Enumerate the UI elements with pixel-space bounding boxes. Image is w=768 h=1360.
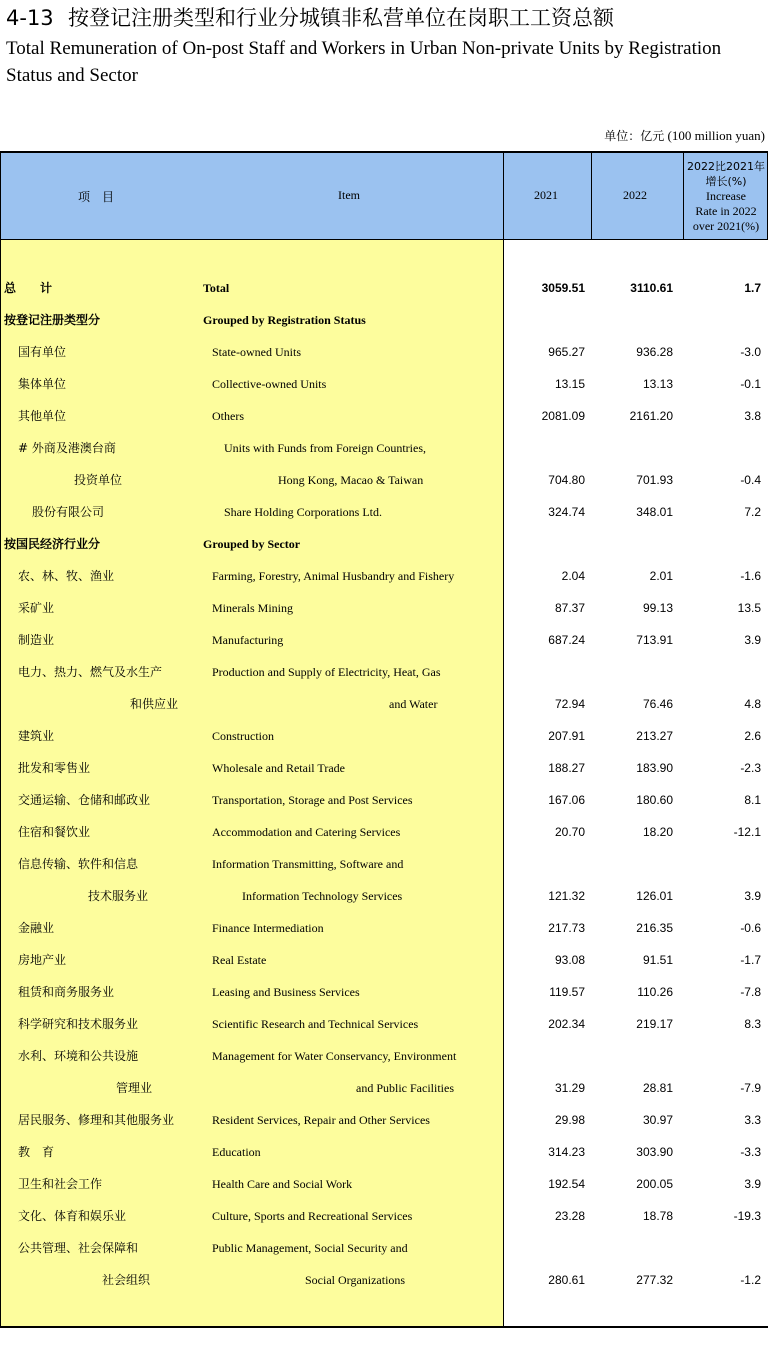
row-label-en: Accommodation and Catering Services xyxy=(212,825,401,839)
row-label-en: Construction xyxy=(212,729,274,743)
value-rate: 2.6 xyxy=(744,729,761,743)
row-label-en: Others xyxy=(212,409,244,423)
row-label-en: State-owned Units xyxy=(212,345,301,359)
value-2021: 29.98 xyxy=(554,1113,585,1127)
row-label-en: Grouped by Registration Status xyxy=(203,313,366,327)
value-2022: 91.51 xyxy=(642,953,673,967)
row-label-en: Management for Water Conservancy, Environment xyxy=(212,1049,457,1063)
value-2022: 180.60 xyxy=(636,793,673,807)
value-rate: 8.1 xyxy=(744,793,761,807)
value-2021: 23.28 xyxy=(554,1209,585,1223)
value-rate: 3.9 xyxy=(744,633,761,647)
page-title-cn xyxy=(6,3,614,33)
table-row xyxy=(0,368,768,400)
row-label-cn: 水利、环境和公共设施 xyxy=(18,1049,139,1063)
row-label-cn: 住宿和餐饮业 xyxy=(18,825,91,839)
table-row xyxy=(0,432,768,464)
row-label-cn: 房地产业 xyxy=(18,953,67,967)
value-rate: -1.7 xyxy=(740,953,761,967)
row-label-en: Information Technology Services xyxy=(242,889,403,903)
table-row xyxy=(0,592,768,624)
value-2021: 207.91 xyxy=(548,729,585,743)
row-label-en: Scientific Research and Technical Services xyxy=(212,1017,419,1031)
value-2021: 965.27 xyxy=(548,345,585,359)
value-rate: 7.2 xyxy=(744,505,761,519)
row-label-cn: 批发和零售业 xyxy=(18,761,91,775)
header-2022: 2022 xyxy=(623,188,647,202)
value-2021: 704.80 xyxy=(548,473,585,487)
row-label-en: Hong Kong, Macao & Taiwan xyxy=(278,473,424,487)
row-label-cn: 总 计 xyxy=(4,281,53,295)
table-row xyxy=(0,496,768,528)
header-item-cn: 项 目 xyxy=(78,190,115,204)
value-2021: 13.15 xyxy=(554,377,585,391)
table-row xyxy=(0,1168,768,1200)
title-cn-text: 按登记注册类型和行业分城镇非私营单位在岗职工工资总额 xyxy=(68,6,614,30)
value-2022: 200.05 xyxy=(636,1177,673,1191)
table-row xyxy=(0,816,768,848)
table-row xyxy=(0,1040,768,1072)
row-label-en: Finance Intermediation xyxy=(212,921,324,935)
table-row-group xyxy=(0,304,768,336)
value-rate: 13.5 xyxy=(737,601,761,615)
header-rate-en3: over 2021(%) xyxy=(692,218,760,233)
row-label-cn: 按登记注册类型分 xyxy=(4,313,101,327)
value-rate: -19.3 xyxy=(733,1209,761,1223)
value-rate: -3.3 xyxy=(740,1145,761,1159)
value-2022: 126.01 xyxy=(636,889,673,903)
row-label-en: Total xyxy=(203,281,230,295)
value-2021: 192.54 xyxy=(548,1177,585,1191)
value-rate: -0.4 xyxy=(740,473,761,487)
value-2021: 87.37 xyxy=(554,601,585,615)
value-rate: -1.6 xyxy=(740,569,761,583)
row-label-cn: 建筑业 xyxy=(18,729,55,743)
row-label-en: Grouped by Sector xyxy=(203,537,301,551)
row-label-en: Share Holding Corporations Ltd. xyxy=(224,505,382,519)
row-label-en: Leasing and Business Services xyxy=(212,985,360,999)
table-row xyxy=(0,976,768,1008)
table-number: 4-13 xyxy=(6,6,54,30)
row-label-cn: 租赁和商务服务业 xyxy=(18,985,115,999)
value-rate: 3.8 xyxy=(744,409,761,423)
row-label-cn: 其他单位 xyxy=(18,409,67,423)
value-rate: 1.7 xyxy=(744,281,761,295)
row-label-en: Wholesale and Retail Trade xyxy=(212,761,345,775)
value-rate: 3.3 xyxy=(744,1113,761,1127)
value-2021: 2081.09 xyxy=(541,409,585,423)
row-label-en: and Public Facilities xyxy=(356,1081,454,1095)
row-label-en: Social Organizations xyxy=(305,1273,406,1287)
row-label-en: Real Estate xyxy=(212,953,267,967)
row-label-cn: 公共管理、社会保障和 xyxy=(18,1241,139,1255)
value-2021: 20.70 xyxy=(554,825,585,839)
value-2022: 303.90 xyxy=(636,1145,673,1159)
table-row xyxy=(0,336,768,368)
row-label-en: Transportation, Storage and Post Services xyxy=(212,793,413,807)
table-row xyxy=(0,944,768,976)
row-label-cn: 制造业 xyxy=(18,633,55,647)
value-2022: 713.91 xyxy=(636,633,673,647)
header-rate-cn2: 增长(%) xyxy=(705,174,747,188)
value-2021: 188.27 xyxy=(548,761,585,775)
value-2021: 314.23 xyxy=(548,1145,585,1159)
table-row xyxy=(0,1200,768,1232)
row-label-cn: 技术服务业 xyxy=(88,889,149,903)
value-2022: 18.20 xyxy=(642,825,673,839)
row-label-cn: 农、林、牧、渔业 xyxy=(18,569,115,583)
table-bottom-rule xyxy=(0,1326,768,1328)
row-label-en: Production and Supply of Electricity, Heat, Gas xyxy=(212,665,441,679)
table-row-group xyxy=(0,528,768,560)
value-2022: 99.13 xyxy=(642,601,673,615)
row-label-en: Resident Services, Repair and Other Services xyxy=(212,1113,430,1127)
header-rate-en2: Rate in 2022 xyxy=(695,203,757,218)
value-rate: -3.0 xyxy=(740,345,761,359)
value-rate: -7.9 xyxy=(740,1081,761,1095)
value-2021: 72.94 xyxy=(554,697,585,711)
value-2021: 217.73 xyxy=(548,921,585,935)
row-label-cn: 信息传输、软件和信息 xyxy=(18,857,139,871)
table-row xyxy=(0,656,768,688)
value-2021: 93.08 xyxy=(554,953,585,967)
table-row-total xyxy=(0,272,768,304)
unit-cn: 单位：亿元 xyxy=(604,129,665,143)
row-label-cn: 股份有限公司 xyxy=(32,505,105,519)
row-label-en: Minerals Mining xyxy=(212,601,293,615)
row-label-cn: 卫生和社会工作 xyxy=(18,1177,103,1191)
value-2022: 28.81 xyxy=(642,1081,673,1095)
value-2022: 701.93 xyxy=(636,473,673,487)
table-row xyxy=(0,560,768,592)
table-row xyxy=(0,1072,768,1104)
table-top-rule xyxy=(0,151,768,153)
value-rate: 3.9 xyxy=(744,1177,761,1191)
value-rate: -0.6 xyxy=(740,921,761,935)
value-2022: 183.90 xyxy=(636,761,673,775)
table-row xyxy=(0,1264,768,1296)
row-label-cn: 集体单位 xyxy=(18,377,67,391)
value-2022: 76.46 xyxy=(642,697,673,711)
row-label-cn: 电力、热力、燃气及水生产 xyxy=(18,665,163,679)
value-2022: 216.35 xyxy=(636,921,673,935)
table-row xyxy=(0,848,768,880)
value-2021: 121.32 xyxy=(548,889,585,903)
value-2022: 277.32 xyxy=(636,1273,673,1287)
value-2022: 2.01 xyxy=(649,569,673,583)
table-row xyxy=(0,1104,768,1136)
value-2021: 119.57 xyxy=(549,985,585,999)
page-title-en: Total Remuneration of On-post Staff and Workers in Urban Non-private Units by Registration Status and Sector xyxy=(6,38,722,86)
header-item-en: Item xyxy=(338,188,360,202)
value-2022: 348.01 xyxy=(636,505,673,519)
table-row xyxy=(0,1008,768,1040)
value-2022: 110.26 xyxy=(637,985,673,999)
row-label-cn: 文化、体育和娱乐业 xyxy=(18,1209,127,1223)
table-row xyxy=(0,880,768,912)
row-label-en: Manufacturing xyxy=(212,633,284,647)
table-header-background xyxy=(0,153,768,239)
table-row xyxy=(0,464,768,496)
value-rate: -1.2 xyxy=(740,1273,761,1287)
value-2022: 3110.61 xyxy=(630,281,673,295)
row-label-cn: 按国民经济行业分 xyxy=(4,537,101,551)
value-2021: 202.34 xyxy=(548,1017,585,1031)
table-row xyxy=(0,720,768,752)
value-2022: 2161.20 xyxy=(629,409,673,423)
value-rate: -2.3 xyxy=(740,761,761,775)
row-label-cn: 社会组织 xyxy=(102,1273,151,1287)
value-rate: -0.1 xyxy=(740,377,761,391)
column-divider xyxy=(591,153,592,239)
row-label-en: Information Transmitting, Software and xyxy=(212,857,404,871)
header-2021: 2021 xyxy=(534,188,558,202)
unit-en: (100 million yuan) xyxy=(667,128,765,143)
row-label-cn: 居民服务、修理和其他服务业 xyxy=(18,1113,175,1127)
header-rate-en1: Increase xyxy=(706,188,746,203)
value-2022: 219.17 xyxy=(636,1017,673,1031)
value-2022: 213.27 xyxy=(636,729,673,743)
value-2022: 30.97 xyxy=(642,1113,673,1127)
row-label-cn: 交通运输、仓储和邮政业 xyxy=(18,793,151,807)
row-label-cn: 国有单位 xyxy=(18,345,67,359)
value-2021: 280.61 xyxy=(548,1273,585,1287)
row-label-en: Farming, Forestry, Animal Husbandry and Fishery xyxy=(212,569,455,583)
value-rate: -12.1 xyxy=(733,825,761,839)
unit-note xyxy=(604,128,765,144)
value-rate: 4.8 xyxy=(744,697,761,711)
value-2021: 687.24 xyxy=(548,633,585,647)
value-2021: 3059.51 xyxy=(541,281,585,295)
row-label-cn: 教 育 xyxy=(18,1145,55,1159)
table-row xyxy=(0,1136,768,1168)
table-row xyxy=(0,400,768,432)
value-rate: 8.3 xyxy=(744,1017,761,1031)
row-label-en: Units with Funds from Foreign Countries, xyxy=(224,441,427,455)
row-label-cn: # 外商及港澳台商 xyxy=(18,441,116,455)
value-2022: 13.13 xyxy=(642,377,673,391)
row-label-cn: 管理业 xyxy=(116,1081,153,1095)
value-2021: 2.04 xyxy=(561,569,585,583)
value-2021: 324.74 xyxy=(548,505,585,519)
value-2022: 18.78 xyxy=(642,1209,673,1223)
value-rate: -7.8 xyxy=(740,985,761,999)
row-label-cn: 科学研究和技术服务业 xyxy=(18,1017,139,1031)
row-label-cn: 和供应业 xyxy=(130,697,179,711)
row-label-en: Collective-owned Units xyxy=(212,377,327,391)
table-row xyxy=(0,1232,768,1264)
row-label-cn: 采矿业 xyxy=(18,601,55,615)
row-label-en: Culture, Sports and Recreational Services xyxy=(212,1209,413,1223)
header-bottom-rule xyxy=(0,239,768,240)
row-label-cn: 金融业 xyxy=(18,921,55,935)
row-label-en: Education xyxy=(212,1145,261,1159)
header-increase-rate xyxy=(684,153,768,239)
table-row xyxy=(0,784,768,816)
value-2021: 31.29 xyxy=(554,1081,585,1095)
row-label-cn: 投资单位 xyxy=(74,473,123,487)
value-2022: 936.28 xyxy=(636,345,673,359)
row-label-en: Public Management, Social Security and xyxy=(212,1241,408,1255)
table-row xyxy=(0,752,768,784)
value-rate: 3.9 xyxy=(744,889,761,903)
row-label-en: Health Care and Social Work xyxy=(212,1177,353,1191)
table-row xyxy=(0,624,768,656)
header-rate-cn1: 2022比2021年 xyxy=(687,159,765,173)
table-row xyxy=(0,688,768,720)
table-row xyxy=(0,912,768,944)
value-2021: 167.06 xyxy=(548,793,585,807)
row-label-en: and Water xyxy=(389,697,438,711)
